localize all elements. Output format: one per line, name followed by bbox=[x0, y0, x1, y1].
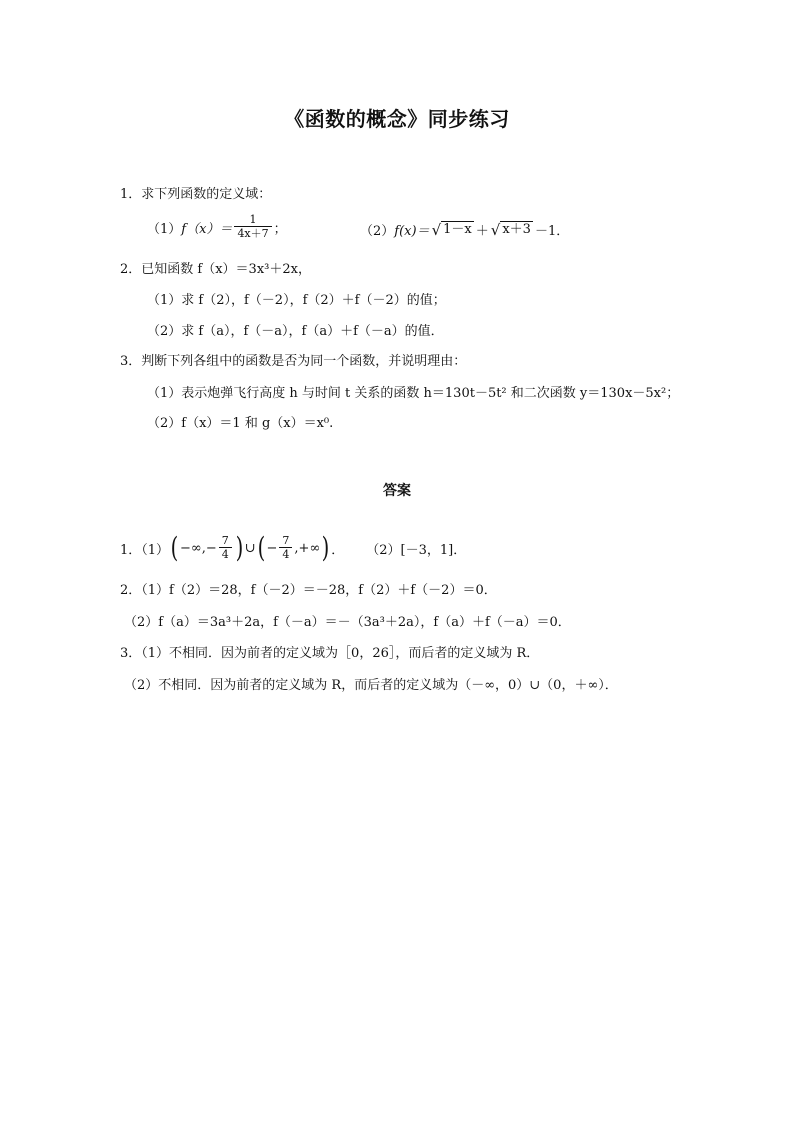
q2-part2: （2）求 f（a），f（－a），f（a）＋f（－a）的值． bbox=[147, 324, 444, 339]
q3-part2: （2）f（x）＝1 和 g（x）＝x⁰. bbox=[147, 416, 334, 431]
a3-part1: 3．（1）不相同．因为前者的定义域为［0，26］，而后者的定义域为 R． bbox=[120, 646, 540, 661]
q1-part2-plus: ＋ bbox=[475, 224, 489, 239]
q1-part1-label: （1） bbox=[147, 221, 182, 237]
q1-part1-fx: f（x）＝ bbox=[181, 221, 233, 237]
a1-fraction2-denominator: 4 bbox=[279, 547, 292, 561]
q1-part1-numerator: 1 bbox=[249, 213, 257, 226]
q1-part2-sqrt2 bbox=[491, 221, 533, 238]
answer-heading: 答案 bbox=[383, 483, 411, 499]
a1-fraction1-numerator: 7 bbox=[221, 533, 229, 547]
a2-part2: （2）f（a）＝3a³＋2a，f（－a）＝－（3a³＋2a），f（a）＋f（－a）＝0． bbox=[124, 615, 571, 630]
a1-part-b-pre: − bbox=[266, 540, 278, 556]
a1-end: ． bbox=[331, 542, 345, 558]
q1-part2-label: （2） bbox=[360, 224, 395, 239]
q1-part1 bbox=[147, 214, 287, 240]
q1-stem: 1．求下列函数的定义域： bbox=[120, 187, 272, 202]
a1-part-b-post: ,+∞ bbox=[294, 540, 321, 556]
right-paren-icon: ) bbox=[235, 531, 244, 564]
left-paren-icon: ( bbox=[257, 531, 265, 564]
q2-stem: 2．已知函数 f（x）＝3x³＋2x， bbox=[120, 262, 311, 277]
q1-part2-end: －1． bbox=[534, 224, 570, 239]
a1-label: 1．（1） bbox=[120, 542, 170, 558]
q1-part1-end: ； bbox=[273, 221, 287, 237]
right-paren-icon: ) bbox=[321, 531, 330, 564]
q1-part1-denominator: 4x＋7 bbox=[234, 226, 271, 240]
left-paren-icon: ( bbox=[170, 531, 179, 564]
a1-part2: （2）[－3，1]． bbox=[366, 542, 467, 558]
sqrt-icon: √ bbox=[431, 220, 442, 239]
q1-part2-radicand1: 1－x bbox=[443, 222, 472, 238]
a1-union: ∪ bbox=[244, 540, 256, 556]
a3-part2: （2）不相同．因为前者的定义域为 R，而后者的定义域为（－∞，0）∪（0，＋∞）． bbox=[124, 678, 618, 693]
a1-line bbox=[120, 531, 467, 564]
q1-part2-fx: f(x)＝ bbox=[394, 224, 430, 239]
sqrt-icon: √ bbox=[490, 220, 501, 239]
q3-part1: （1）表示炮弹飞行高度 h 与时间 t 关系的函数 h＝130t－5t² 和二次函数 y＝130x－5x²； bbox=[147, 386, 680, 401]
a1-fraction1 bbox=[219, 535, 232, 561]
a1-fraction2-numerator: 7 bbox=[282, 533, 290, 547]
a1-fraction1-denominator: 4 bbox=[219, 547, 232, 561]
q1-part1-fraction bbox=[234, 214, 271, 240]
page-title: 《函数的概念》同步练习 bbox=[284, 107, 510, 131]
q1-part2-sqrt1 bbox=[432, 221, 474, 238]
a1-part-a: −∞,− bbox=[179, 540, 217, 556]
q1-part2 bbox=[360, 220, 569, 239]
q3-stem: 3．判断下列各组中的函数是否为同一个函数，并说明理由： bbox=[120, 354, 467, 369]
q1-part2-radicand2: x＋3 bbox=[502, 222, 531, 238]
q2-part1: （1）求 f（2），f（－2），f（2）＋f（－2）的值； bbox=[147, 293, 446, 308]
a2-part1: 2．（1）f（2）＝28，f（－2）＝－28，f（2）＋f（－2）＝0． bbox=[120, 583, 497, 598]
a1-fraction2 bbox=[279, 535, 292, 561]
